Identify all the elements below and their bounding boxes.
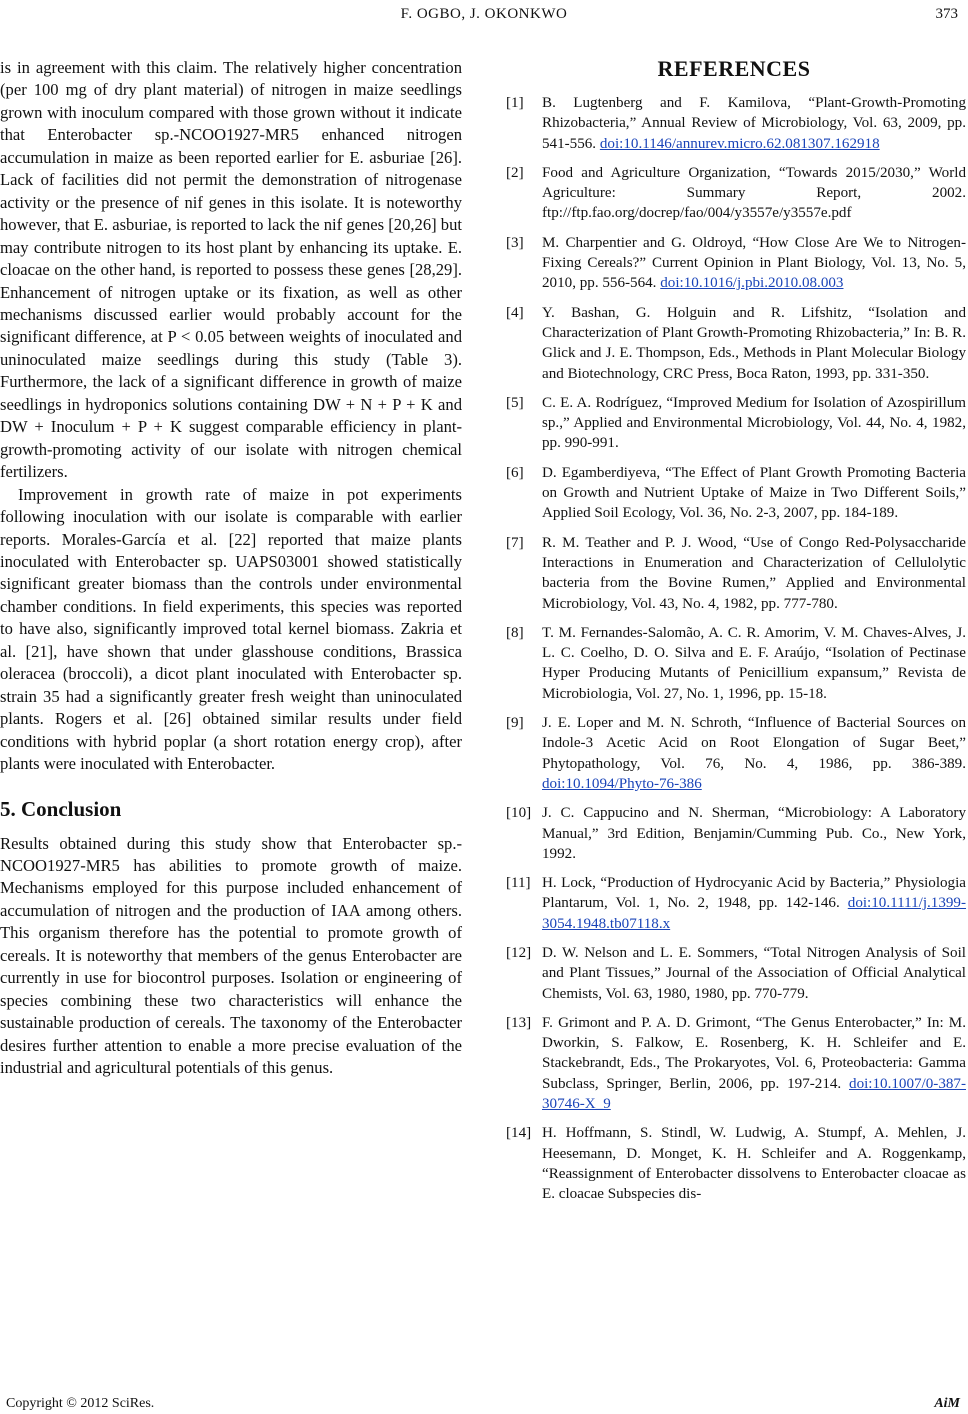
page-number: 373: [935, 6, 958, 22]
body-paragraph-1: is in agreement with this claim. The relatively higher concentration (per 100 mg of dry plant material) of nitrogen in maize seedlings grown with inoculum compared with those grown without it indicate that Enterobacter sp.-NCOO1927-MR5 enhanced nitrogen accumulation in maize as been reported earlier for E. asburiae [26]. Lack of facilities did not permit the demonstration of nitrogenase activity or the presence of nif genes in this isolate. It is noteworthy however, that E. asburiae, is reported to lack the nif genes [20,26] but may contribute nitrogen to its host plant by enhancing its uptake. E. cloacae on the other hand, is reported to possess these genes [28,29]. Enhancement of nitrogen uptake or its fixation, as well as other mechanisms discussed earlier would probably account for the significant difference, at P < 0.05 between weights of inoculated and uninoculated maize seedlings during this study (Table 3). Furthermore, the lack of a significant difference in growth of maize seedlings in hydroponics solutions containing DW + N + P + K and DW + Inoculum + P + K suggest comparable efficiency in plant-growth-promoting activity of our isolate with nitrogen chemical fertilizers.: [0, 58, 462, 482]
reference-number: [13]: [506, 1014, 532, 1031]
doi-link[interactable]: doi:10.1111/j.1399-3054.1948.tb07118.x: [542, 895, 966, 932]
reference-number: [9]: [506, 715, 524, 732]
reference-item: [502, 163, 966, 224]
reference-text: J. C. Cappucino and N. Sherman, “Microbiology: A Laboratory Manual,” 3rd Edition, Benjamin/Cumming Pub. Co., New York, 1992.: [542, 805, 966, 862]
page-footer: [0, 1396, 968, 1414]
references-column: [502, 55, 966, 1214]
reference-item: [502, 393, 966, 454]
reference-text: B. Lugtenberg and F. Kamilova, “Plant-Growth-Promoting Rhizobacteria,” Annual Review of Microbiology, Vol. 63, 2009, pp. 541-556.: [542, 95, 966, 152]
reference-text: F. Grimont and P. A. D. Grimont, “The Genus Enterobacter,” In: M. Dworkin, S. Falkow, E. Rosenberg, K. H. Schleifer and E. Stackebrandt, Eds., The Prokaryotes, Vol. 6, Proteobacteria: Gamma Subclass, Springer, Berlin, 2006, pp. 197-214.: [542, 1014, 966, 1092]
reference-text: C. E. A. Rodríguez, “Improved Medium for Isolation of Azospirillum sp.,” Applied and Environmental Microbiology, Vol. 44, No. 4, 1982, pp. 990-991.: [542, 394, 966, 452]
reference-text: M. Charpentier and G. Oldroyd, “How Close Are We to Nitrogen-Fixing Cereals?” Current Opinion in Plant Biology, Vol. 13, No. 5, 2010, pp. 556-564.: [542, 234, 966, 292]
reference-item: [502, 1013, 966, 1114]
reference-text: Food and Agriculture Organization, “Towards 2015/2030,” World Agriculture: Summary Report, 2002. ftp://ftp.fao.org/docrep/fao/004/y3557e/y3557e.pdf: [542, 164, 966, 222]
reference-text: T. M. Fernandes-Salomão, A. C. R. Amorim, V. M. Chaves-Alves, J. L. C. Coelho, D. O. Silva and E. F. Araújo, “Isolation of Pectinase Hyper Producing Mutants of Penicillium expansum,” Revista de Microbiologia, Vol. 27, No. 1, 1996, pp. 15-18.: [542, 624, 966, 702]
reference-number: [1]: [506, 95, 524, 111]
reference-number: [6]: [506, 464, 524, 481]
reference-text: Y. Bashan, G. Holguin and R. Lifshitz, “Isolation and Characterization of Plant Growth-Promoting Rhizobacteria,” In: B. R. Glick and J. E. Thompson, Eds., Methods in Plant Molecular Biology and Biotechnology, CRC Press, Boca Raton, 1993, pp. 331-350.: [542, 304, 966, 382]
doi-link[interactable]: doi:10.1016/j.pbi.2010.08.003: [660, 275, 844, 292]
reference-number: [8]: [506, 624, 524, 641]
reference-number: [10]: [506, 805, 532, 822]
reference-text: H. Hoffmann, S. Stindl, W. Ludwig, A. Stumpf, A. Mehlen, J. Heesemann, D. Monget, K. H. Schleifer and A. Roggenkamp, “Reassignment of Enterobacter dissolvens to Enterobacter cloacae as E. cloacae Subspecies dis-: [542, 1125, 966, 1203]
reference-item: [502, 873, 966, 934]
reference-number: [11]: [506, 875, 531, 892]
reference-text: J. E. Loper and M. N. Schroth, “Influence of Bacterial Sources on Indole-3 Acetic Acid on Root Elongation of Sugar Beet,” Phytopathology, Vol. 76, No. 4, 1986, pp. 386-389.: [542, 715, 966, 772]
reference-item: [502, 1123, 966, 1204]
reference-number: [7]: [506, 534, 524, 551]
reference-item: [502, 233, 966, 294]
reference-item: [502, 533, 966, 614]
reference-item: [502, 623, 966, 704]
reference-item: [502, 943, 966, 1004]
reference-item: [502, 803, 966, 864]
reference-text: R. M. Teather and P. J. Wood, “Use of Congo Red-Polysaccharide Interactions in Enumeration and Characterization of Cellulolytic bacteria from the Bovine Rumen,” Applied and Environmental Microbiology, Vol. 43, No. 4, 1982, pp. 777-780.: [542, 534, 966, 612]
copyright-notice: Copyright © 2012 SciRes.: [6, 1396, 155, 1411]
reference-item: [502, 93, 966, 154]
running-head-authors: F. OGBO, J. OKONKWO: [400, 6, 568, 22]
left-column: [0, 57, 462, 1079]
reference-item: [502, 303, 966, 384]
conclusion-paragraph: Results obtained during this study show that Enterobacter sp.-NCOO1927-MR5 has abilities to promote growth of maize. Mechanisms employed for this purpose included enhancement of accumulation of nitrogen and the production of IAA among others. This organism therefore has the potential to promote growth of cereals. It is noteworthy that members of the genus Enterobacter are currently in use for biocontrol purposes. Isolation or engineering of species combining these two characteristics will enhance the sustainable production of cereals. The taxonomy of the Enterobacter desires further attention to enable a more precise evaluation of the industrial and agricultural potentials of this genus.: [0, 833, 462, 1078]
reference-text: D. W. Nelson and L. E. Sommers, “Total Nitrogen Analysis of Soil and Plant Tissues,” Journal of the Association of Official Analytical Chemists, Vol. 63, 1980, 1980, pp. 770-779.: [542, 944, 966, 1002]
doi-link[interactable]: doi:10.1094/Phyto-76-386: [542, 775, 702, 792]
reference-number: [2]: [506, 164, 524, 181]
reference-number: [5]: [506, 394, 524, 411]
reference-text: D. Egamberdiyeva, “The Effect of Plant Growth Promoting Bacteria on Growth and Nutrient Uptake of Maize in Two Different Soils,” Applied Soil Ecology, Vol. 36, No. 2-3, 2007, pp. 184-189.: [542, 464, 966, 522]
reference-number: [4]: [506, 304, 524, 321]
doi-link[interactable]: doi:10.1146/annurev.micro.62.081307.162918: [599, 135, 880, 152]
journal-abbreviation: AiM: [934, 1396, 960, 1411]
reference-text: H. Lock, “Production of Hydrocyanic Acid by Bacteria,” Physiologia Plantarum, Vol. 1, No. 2, 1948, pp. 142-146.: [542, 875, 966, 912]
reference-list: [502, 93, 966, 1205]
reference-number: [3]: [506, 234, 524, 251]
reference-number: [12]: [506, 944, 532, 961]
doi-link[interactable]: doi:10.1007/0-387-30746-X_9: [542, 1075, 966, 1113]
references-heading: REFERENCES: [657, 56, 811, 81]
reference-item: [502, 713, 966, 794]
body-paragraph-2: Improvement in growth rate of maize in pot experiments following inoculation with our isolate is comparable with earlier reports. Morales-García et al. [22] reported that maize plants inoculated with Enterobacter sp. UAPS03001 showed statistically significant greater biomass than the controls under environmental chamber conditions. In field experiments, this species was reported to have also, significantly improved total kernel biomass. Zakria et al. [21], have shown that under glasshouse conditions, Brassica oleracea (broccoli), a dicot plant inoculated with Enterobacter sp. strain 35 had a significantly greater fresh weight than uninoculated plants. Rogers et al. [26] obtained similar results under field conditions with hybrid poplar (a short rotation energy crop), after plants were inoculated with Enterobacter.: [0, 484, 462, 774]
section-heading-conclusion: 5. Conclusion: [0, 796, 122, 821]
page-header: [0, 6, 968, 26]
reference-number: [14]: [506, 1125, 532, 1142]
reference-item: [502, 463, 966, 524]
